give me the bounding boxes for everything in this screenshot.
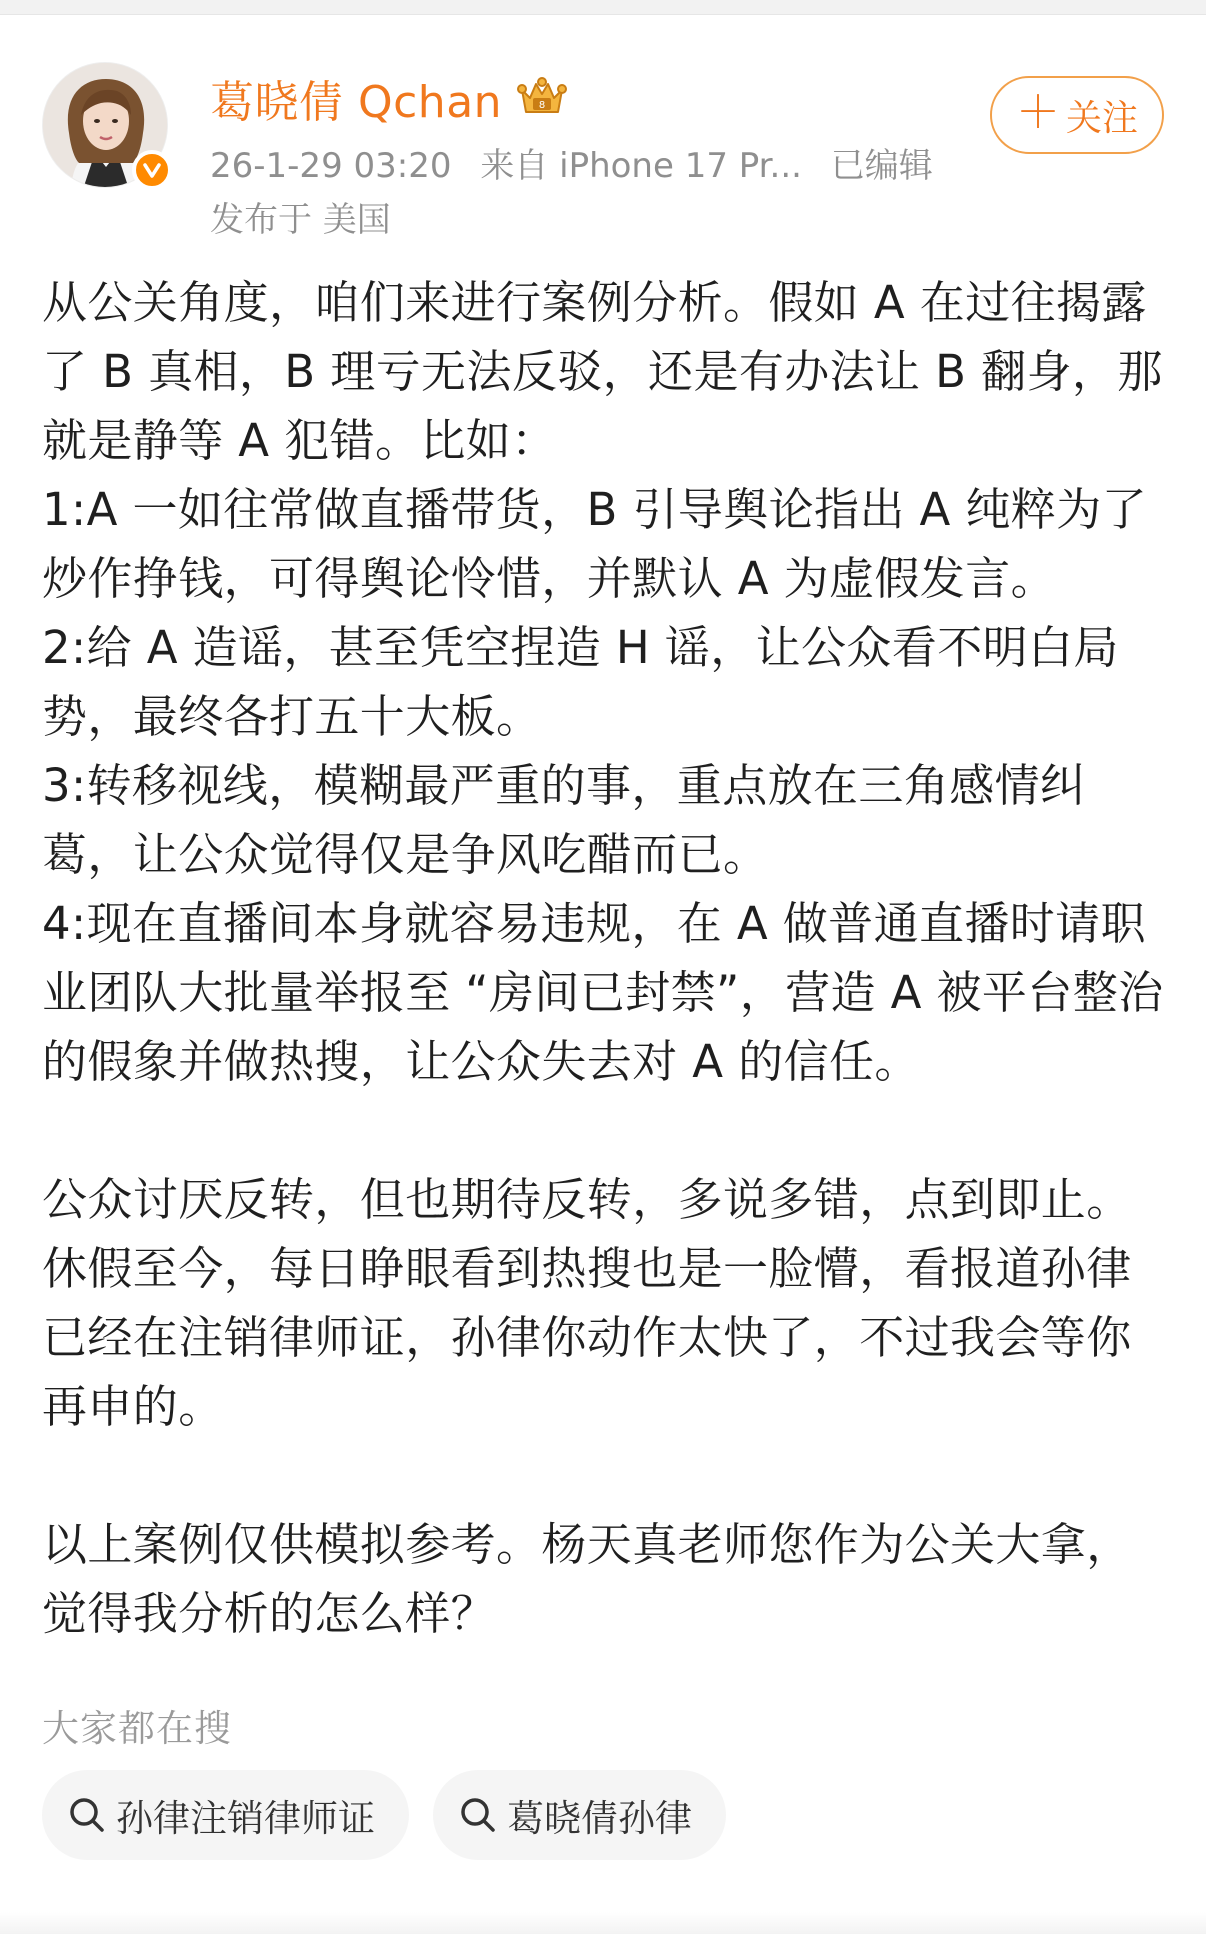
post-meta	[210, 138, 951, 187]
post-paragraph: 公众讨厌反转，但也期待反转，多说多错，点到即止。休假至今，每日睁眼看到热搜也是一脸懵，看报道孙律已经在注销律师证，孙律你动作太快了，不过我会等你再申的。	[42, 1173, 1132, 1433]
post-paragraph: 2:给 A 造谣，甚至凭空捏造 H 谣，让公众看不明白局势，最终各打五十大板。	[42, 621, 1119, 743]
bottom-divider	[0, 1912, 1206, 1934]
post-location: 发布于 美国	[210, 200, 391, 240]
follow-label: 关注	[1065, 97, 1138, 139]
avatar-container[interactable]	[42, 62, 168, 188]
post-paragraph: 从公关角度，咱们来进行案例分析。假如 A 在过往揭露了 B 真相，B 理亏无法反驳，还是有办法让 B 翻身，那就是静等 A 犯错。比如：	[42, 276, 1163, 467]
paragraph-gap	[42, 1096, 1172, 1165]
trending-search-title: 大家都在搜	[42, 1707, 232, 1750]
post-paragraph: 4:现在直播间本身就容易违规，在 A 做普通直播时请职业团队大批量举报至 “房间已封禁”，营造 A 被平台整治的假象并做热搜，让公众失去对 A 的信任。	[42, 897, 1164, 1088]
post-source: 来自 iPhone 17 Pr...	[480, 146, 802, 186]
search-tag-label: 葛晓倩孙律	[507, 1797, 692, 1840]
edited-label[interactable]: 已编辑	[830, 146, 933, 186]
user-name[interactable]: 葛晓倩 Qchan	[210, 77, 503, 128]
post-body	[42, 268, 1172, 1648]
plus-icon: ＋	[1015, 87, 1060, 138]
post-paragraph: 3:转移视线，模糊最严重的事，重点放在三角感情纠葛，让公众觉得仅是争风吃醋而已。	[42, 759, 1086, 881]
verified-badge-icon	[132, 150, 172, 190]
search-icon	[68, 1796, 106, 1834]
search-tag[interactable]	[42, 1770, 409, 1860]
vip-crown-icon[interactable]	[516, 76, 568, 120]
user-name-row	[210, 68, 568, 128]
top-divider	[0, 0, 1206, 15]
search-tag[interactable]	[433, 1770, 726, 1860]
search-icon	[459, 1796, 497, 1834]
follow-button[interactable]	[990, 76, 1164, 154]
post-paragraph: 以上案例仅供模拟参考。杨天真老师您作为公关大拿，觉得我分析的怎么样？	[42, 1518, 1132, 1640]
post-header	[42, 62, 1164, 242]
trending-search-tags	[42, 1770, 750, 1860]
post-paragraph: 1:A 一如往常做直播带货，B 引导舆论指出 A 纯粹为了炒作挣钱，可得舆论怜惜，并默认 A 为虚假发言。	[42, 483, 1148, 605]
post-timestamp: 26-1-29 03:20	[210, 146, 452, 186]
paragraph-gap	[42, 1441, 1172, 1510]
search-tag-label: 孙律注销律师证	[116, 1797, 375, 1840]
svg-text:8: 8	[538, 100, 546, 111]
